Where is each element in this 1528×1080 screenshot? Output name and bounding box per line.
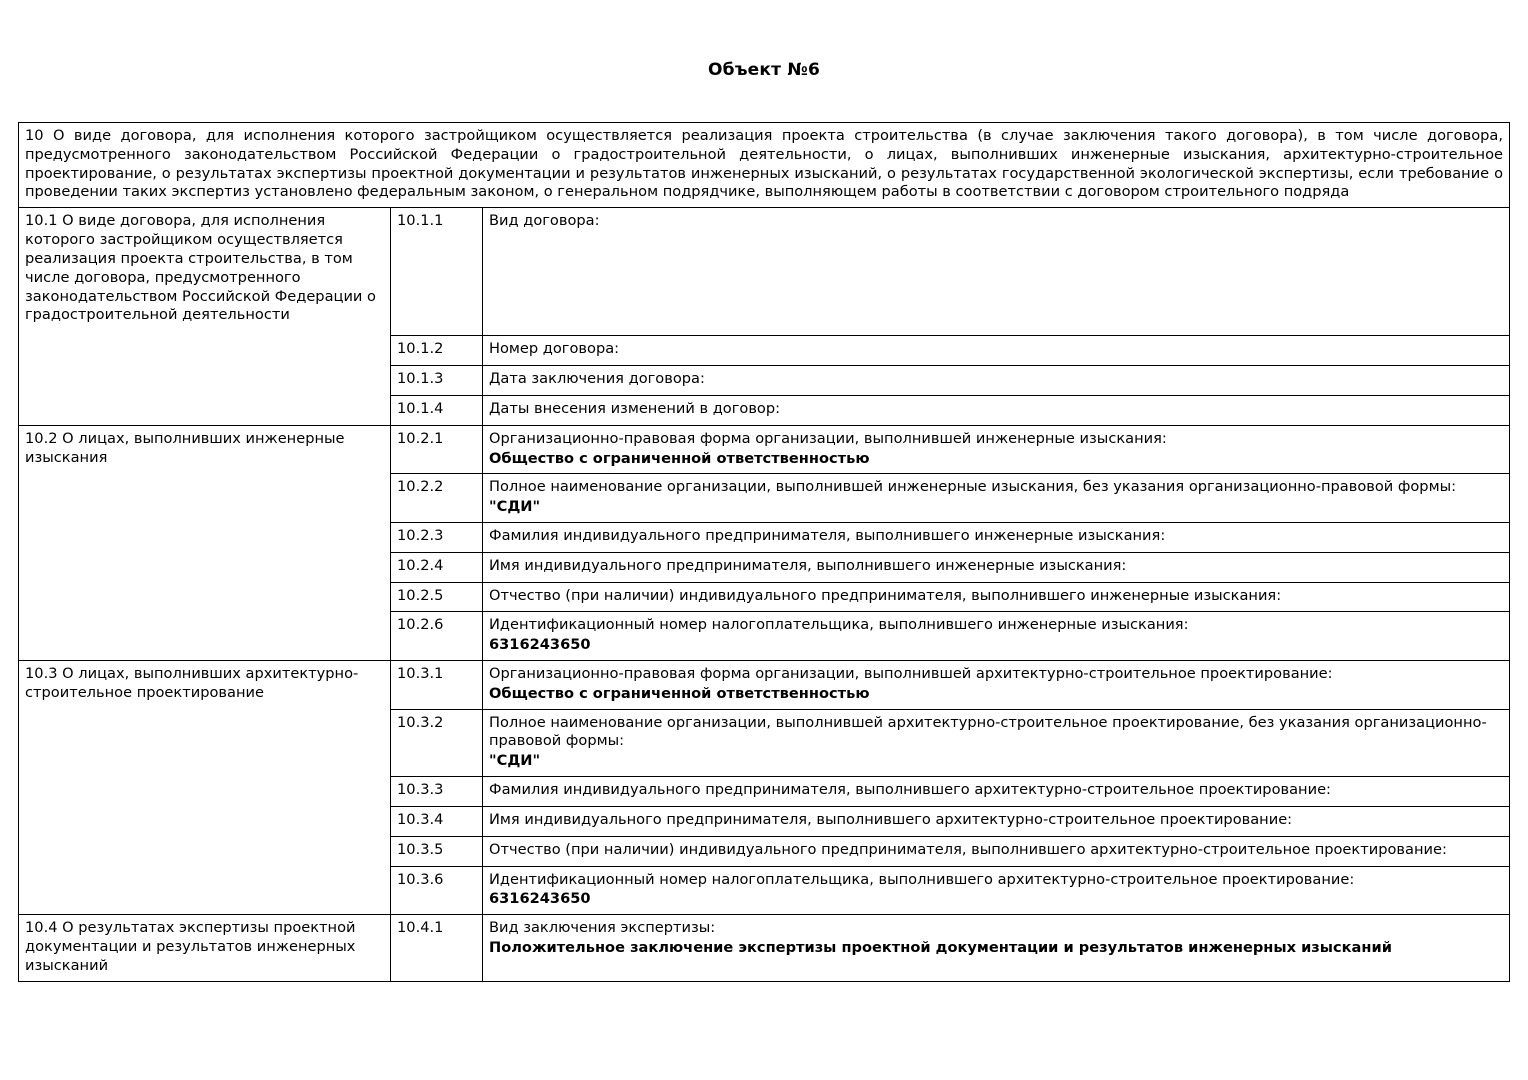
row-content [483, 336, 1510, 366]
row-label: Идентификационный номер налогоплательщика, выполнившего инженерные изыскания: [489, 616, 1189, 634]
row-number: 10.3.2 [391, 709, 483, 776]
row-number: 10.2.5 [391, 582, 483, 612]
row-content [483, 915, 1510, 981]
row-label: Полное наименование организации, выполнившей архитектурно-строительное проектирование, без указания организационно-правовой формы: [489, 713, 1487, 750]
row-number: 10.3.1 [391, 661, 483, 710]
row-content [483, 777, 1510, 807]
row-content [483, 661, 1510, 710]
row-value: 6316243650 [489, 890, 591, 908]
row-number: 10.2.6 [391, 612, 483, 661]
row-value: 6316243650 [489, 636, 591, 654]
row-number: 10.2.1 [391, 425, 483, 474]
row-number: 10.2.4 [391, 552, 483, 582]
row-number: 10.3.3 [391, 777, 483, 807]
row-content [483, 806, 1510, 836]
table-row-header [19, 123, 1510, 208]
section-title-10-1: 10.1 О виде договора, для исполнения которого застройщиком осуществляется реализация проекта строительства, в том числе договора, предусмотренного законодательством Российской Федерации о градостроительной деятельности [19, 208, 391, 425]
row-content [483, 474, 1510, 523]
row-content [483, 425, 1510, 474]
declaration-table [18, 122, 1510, 982]
row-content [483, 552, 1510, 582]
row-number: 10.1.1 [391, 208, 483, 336]
table-row [19, 425, 1510, 474]
row-number: 10.2.3 [391, 522, 483, 552]
row-number: 10.4.1 [391, 915, 483, 981]
row-number: 10.2.2 [391, 474, 483, 523]
section-title-10-4: 10.4 О результатах экспертизы проектной документации и результатов инженерных изысканий [19, 915, 391, 981]
row-label: Идентификационный номер налогоплательщика, выполнившего архитектурно-строительное проектирование: [489, 870, 1355, 888]
page-title: Объект №6 [707, 60, 821, 80]
row-number: 10.3.6 [391, 866, 483, 915]
row-label: Фамилия индивидуального предпринимателя, выполнившего инженерные изыскания: [489, 526, 1166, 544]
row-content [483, 582, 1510, 612]
row-label: Вид заключения экспертизы: [489, 919, 716, 937]
row-label: Организационно-правовая форма организации, выполнившей архитектурно-строительное проектирование: [489, 665, 1333, 682]
row-value: Общество с ограниченной ответственностью [489, 449, 870, 467]
row-value: Положительное заключение экспертизы проектной документации и результатов инженерных изысканий [489, 938, 1392, 956]
row-number: 10.3.4 [391, 806, 483, 836]
row-content [483, 395, 1510, 425]
row-label: Вид договора: [489, 212, 600, 230]
row-number: 10.1.3 [391, 366, 483, 396]
row-content [483, 709, 1510, 776]
section-title-10-3: 10.3 О лицах, выполнивших архитектурно-строительное проектирование [19, 661, 391, 915]
row-number: 10.1.4 [391, 395, 483, 425]
row-content [483, 866, 1510, 915]
row-label: Имя индивидуального предпринимателя, выполнившего инженерные изыскания: [489, 556, 1127, 574]
row-content [483, 366, 1510, 396]
row-label: Дата заключения договора: [489, 370, 705, 388]
row-label: Номер договора: [489, 340, 620, 358]
row-content [483, 612, 1510, 661]
row-number: 10.3.5 [391, 836, 483, 866]
section-10-header: 10 О виде договора, для исполнения которого застройщиком осуществляется реализация проекта строительства (в случае заключения такого договора), в том числе договора, предусмотренного законодательством Российской Федерации о градостроительной деятельности, о лицах, выполнивших инженерные изыскания, архитектурно-строительное проектирование, о результатах экспертизы проектной документации и результатов инженерных изысканий, о результатах государственной экологической экспертизы, если требование о проведении таких экспертиз установлено федеральным законом, о генеральном подрядчике, выполняющем работы в соответствии с договором строительного подряда [19, 123, 1510, 208]
section-title-10-2: 10.2 О лицах, выполнивших инженерные изыскания [19, 425, 391, 660]
row-content [483, 522, 1510, 552]
row-number: 10.1.2 [391, 336, 483, 366]
row-label: Полное наименование организации, выполнившей инженерные изыскания, без указания организационно-правовой формы: [489, 478, 1457, 496]
row-label: Даты внесения изменений в договор: [489, 399, 781, 417]
row-content [483, 208, 1510, 336]
row-label: Отчество (при наличии) индивидуального предпринимателя, выполнившего инженерные изыскания: [489, 586, 1282, 604]
row-value: "СДИ" [489, 752, 541, 770]
table-row [19, 208, 1510, 336]
table-row [19, 915, 1510, 981]
row-label: Отчество (при наличии) индивидуального предпринимателя, выполнившего архитектурно-строительное проектирование: [489, 840, 1447, 858]
row-label: Имя индивидуального предпринимателя, выполнившего архитектурно-строительное проектирование: [489, 810, 1293, 828]
row-value: "СДИ" [489, 498, 541, 516]
row-label: Фамилия индивидуального предпринимателя, выполнившего архитектурно-строительное проектирование: [489, 781, 1331, 799]
row-content [483, 836, 1510, 866]
row-label: Организационно-правовая форма организации, выполнившей инженерные изыскания: [489, 429, 1167, 447]
row-value: Общество с ограниченной ответственностью [489, 684, 870, 702]
table-row [19, 661, 1510, 710]
